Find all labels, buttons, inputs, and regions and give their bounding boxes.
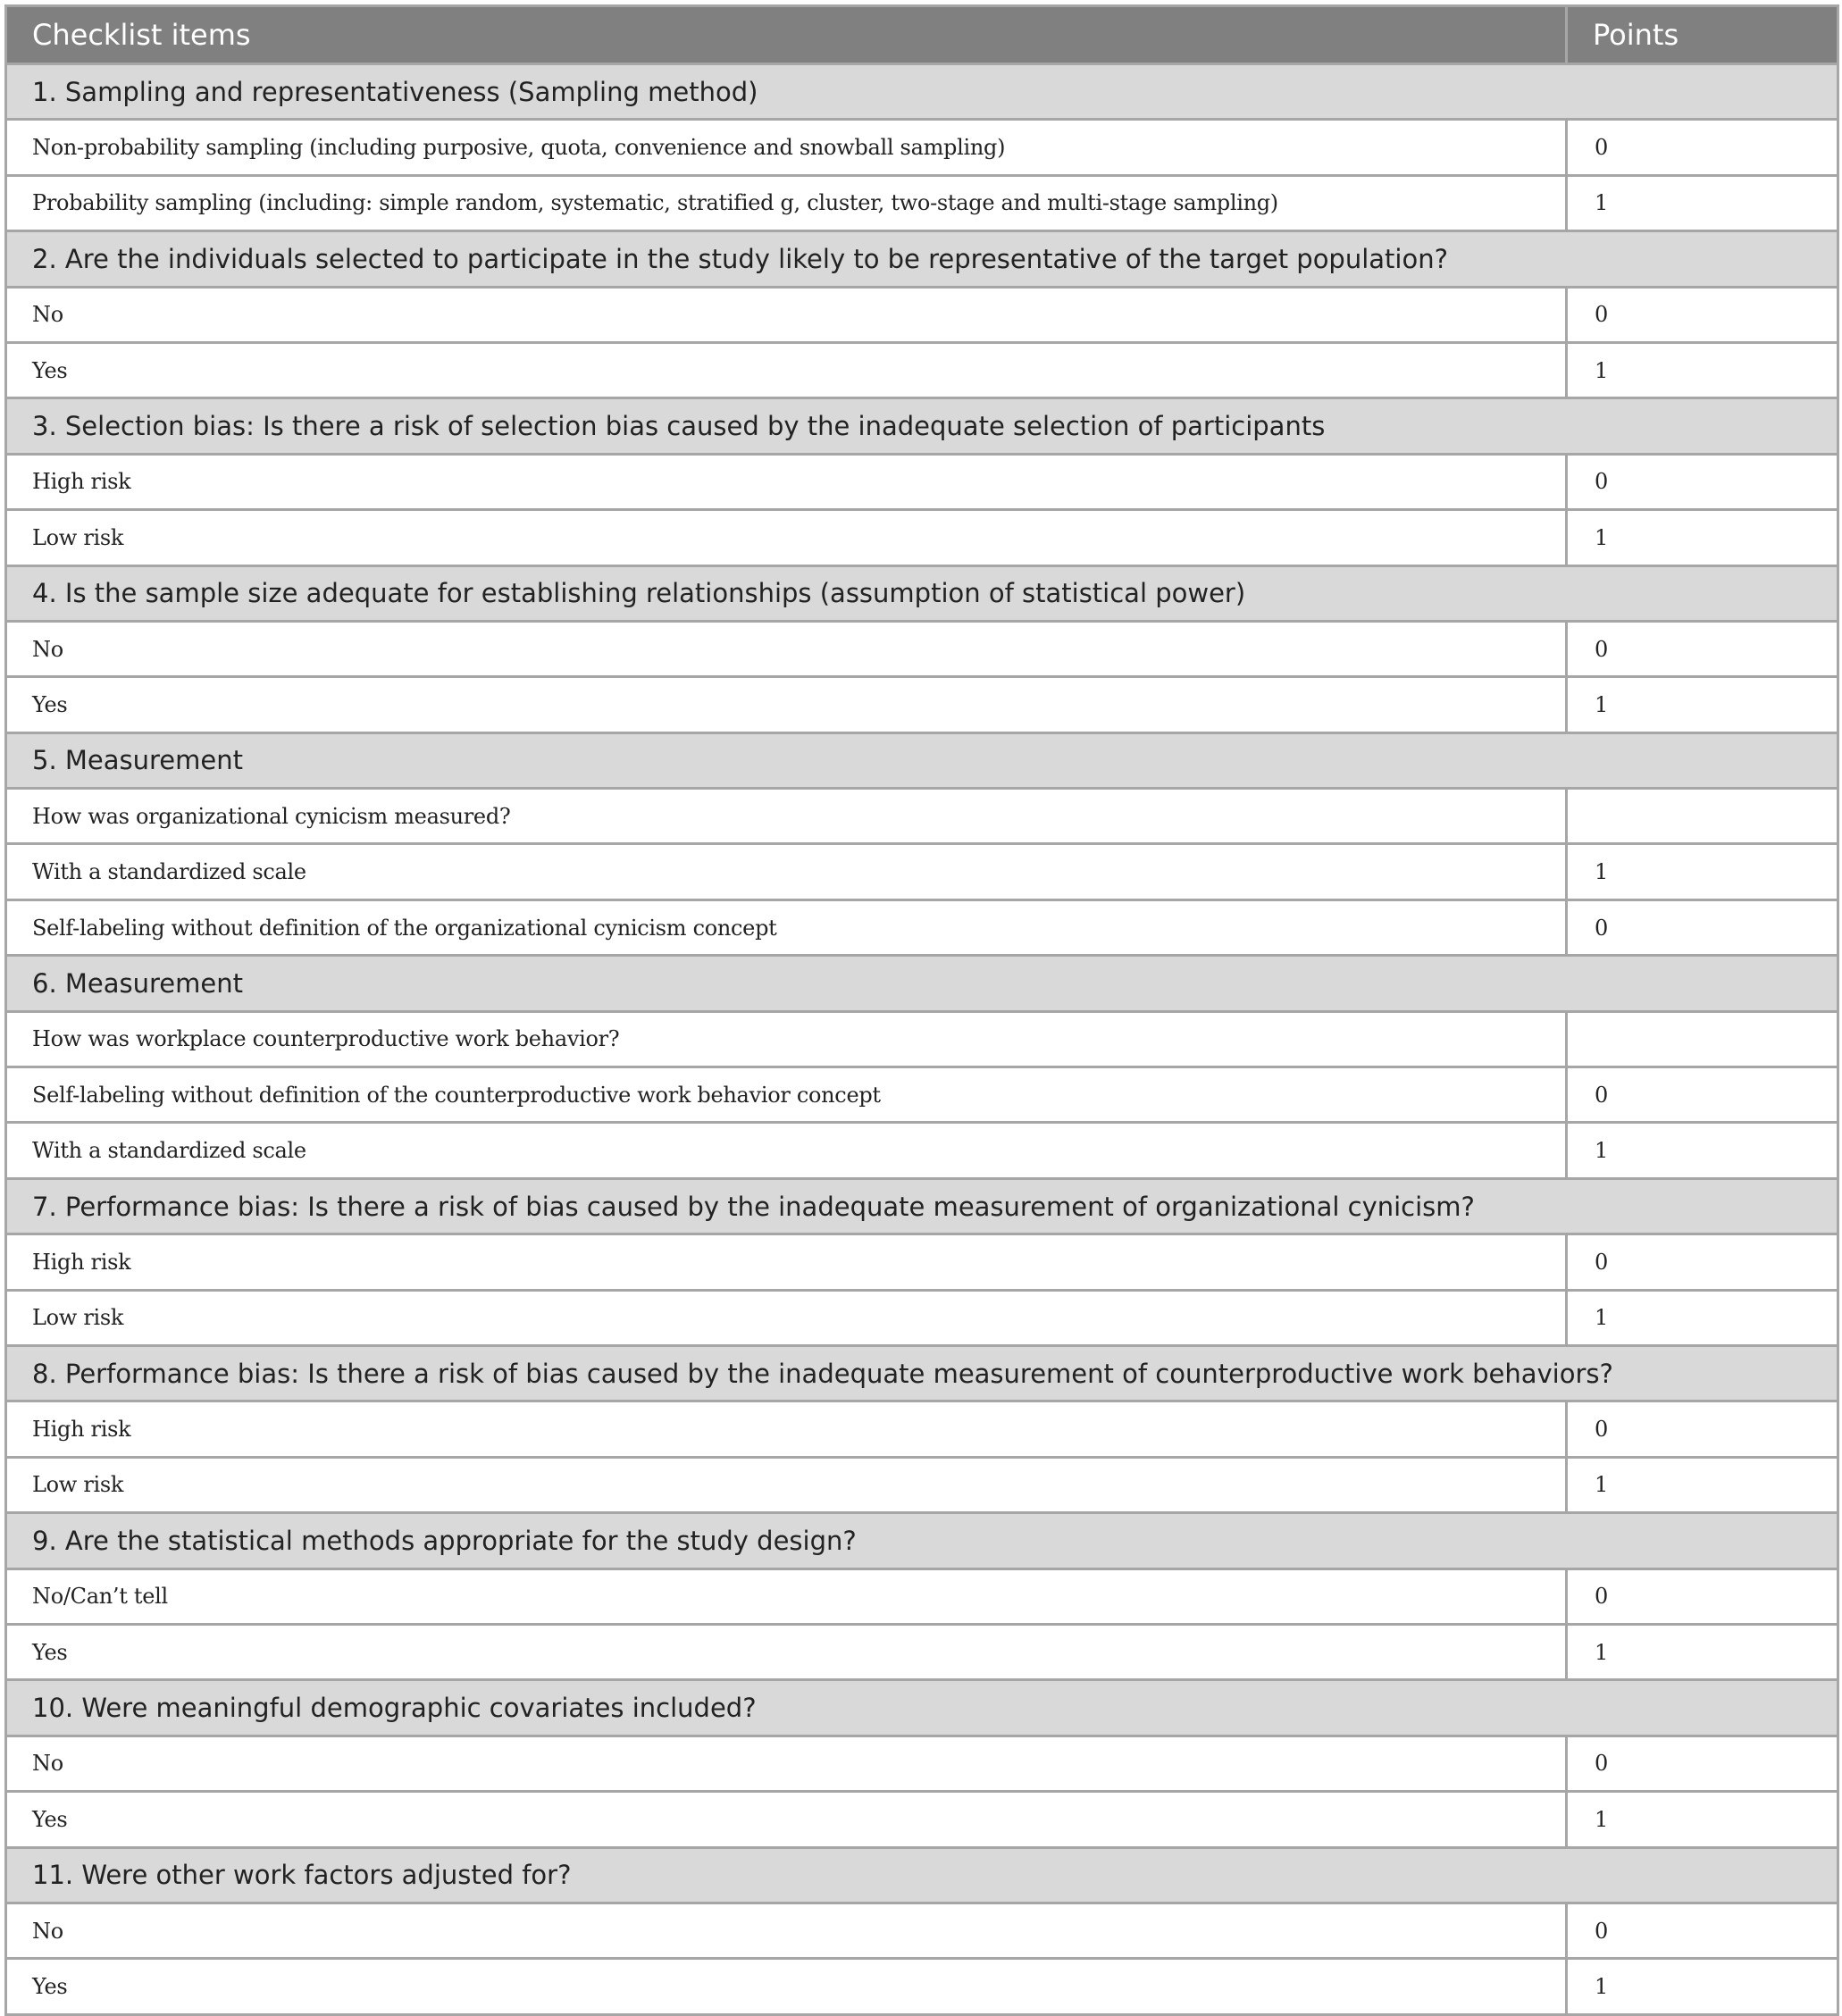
option-points: 1 — [1567, 1959, 1838, 2014]
section-title: 9. Are the statistical methods appropriate for the study design? — [6, 1513, 1838, 1568]
section-row — [6, 1847, 1838, 1903]
option-label: No — [6, 1736, 1567, 1791]
option-points — [1567, 1011, 1838, 1067]
option-row — [6, 342, 1838, 397]
option-points: 0 — [1567, 899, 1838, 955]
section-row — [6, 1178, 1838, 1234]
option-label: How was workplace counterproductive work behavior? — [6, 1011, 1567, 1067]
section-row — [6, 1513, 1838, 1568]
option-points: 0 — [1567, 454, 1838, 509]
section-row — [6, 565, 1838, 621]
option-points: 1 — [1567, 1624, 1838, 1679]
option-label: No — [6, 1903, 1567, 1958]
header-points: Points — [1567, 6, 1838, 64]
option-label: No/Can’t tell — [6, 1568, 1567, 1624]
option-row — [6, 287, 1838, 342]
option-row — [6, 1457, 1838, 1512]
option-label: High risk — [6, 1234, 1567, 1290]
option-label: Self-labeling without definition of the organizational cynicism concept — [6, 899, 1567, 955]
option-points: 1 — [1567, 1792, 1838, 1847]
section-row — [6, 1345, 1838, 1401]
option-row — [6, 789, 1838, 844]
section-row — [6, 231, 1838, 287]
option-points: 1 — [1567, 1457, 1838, 1512]
section-title: 1. Sampling and representativeness (Sampling method) — [6, 64, 1838, 120]
option-label: Self-labeling without definition of the counterproductive work behavior concept — [6, 1067, 1567, 1123]
option-row — [6, 1234, 1838, 1290]
option-row — [6, 510, 1838, 565]
option-label: No — [6, 621, 1567, 676]
option-points: 1 — [1567, 175, 1838, 230]
option-row — [6, 1401, 1838, 1457]
option-label: Low risk — [6, 1290, 1567, 1345]
option-label: How was organizational cynicism measured? — [6, 789, 1567, 844]
option-points: 0 — [1567, 287, 1838, 342]
option-points: 0 — [1567, 1736, 1838, 1791]
option-points: 0 — [1567, 120, 1838, 175]
option-label: High risk — [6, 1401, 1567, 1457]
option-label: Yes — [6, 677, 1567, 732]
option-label: Yes — [6, 1624, 1567, 1679]
section-title: 5. Measurement — [6, 732, 1838, 788]
option-label: Non-probability sampling (including purposive, quota, convenience and snowball sampling) — [6, 120, 1567, 175]
option-row — [6, 1067, 1838, 1123]
option-row — [6, 1903, 1838, 1958]
section-title: 10. Were meaningful demographic covariates included? — [6, 1680, 1838, 1736]
section-title: 3. Selection bias: Is there a risk of selection bias caused by the inadequate selection of participants — [6, 398, 1838, 454]
option-row — [6, 677, 1838, 732]
table-header-row — [6, 6, 1838, 64]
option-label: With a standardized scale — [6, 1123, 1567, 1178]
section-row — [6, 1680, 1838, 1736]
option-points: 0 — [1567, 1903, 1838, 1958]
section-title: 2. Are the individuals selected to participate in the study likely to be representative of the target population? — [6, 231, 1838, 287]
option-row — [6, 899, 1838, 955]
option-points: 1 — [1567, 342, 1838, 397]
option-label: Yes — [6, 1792, 1567, 1847]
option-row — [6, 844, 1838, 899]
section-row — [6, 956, 1838, 1011]
option-label: No — [6, 287, 1567, 342]
option-points: 1 — [1567, 1123, 1838, 1178]
option-row — [6, 1624, 1838, 1679]
checklist-table — [4, 4, 1839, 2016]
option-row — [6, 1959, 1838, 2014]
section-title: 4. Is the sample size adequate for establishing relationships (assumption of statistical power) — [6, 565, 1838, 621]
option-row — [6, 1568, 1838, 1624]
option-points: 1 — [1567, 1290, 1838, 1345]
option-row — [6, 1011, 1838, 1067]
option-label: With a standardized scale — [6, 844, 1567, 899]
section-row — [6, 398, 1838, 454]
option-row — [6, 1792, 1838, 1847]
option-row — [6, 120, 1838, 175]
option-points: 1 — [1567, 844, 1838, 899]
section-title: 7. Performance bias: Is there a risk of bias caused by the inadequate measurement of organizational cynicism? — [6, 1178, 1838, 1234]
option-points: 0 — [1567, 1568, 1838, 1624]
section-row — [6, 64, 1838, 120]
option-row — [6, 1736, 1838, 1791]
table-body — [6, 64, 1838, 2015]
option-row — [6, 1123, 1838, 1178]
option-label: High risk — [6, 454, 1567, 509]
option-points: 1 — [1567, 677, 1838, 732]
option-label: Yes — [6, 342, 1567, 397]
option-points — [1567, 789, 1838, 844]
option-points: 0 — [1567, 1401, 1838, 1457]
option-row — [6, 454, 1838, 509]
option-points: 1 — [1567, 510, 1838, 565]
option-points: 0 — [1567, 1234, 1838, 1290]
section-row — [6, 732, 1838, 788]
option-row — [6, 1290, 1838, 1345]
option-row — [6, 175, 1838, 230]
option-label: Probability sampling (including: simple random, systematic, stratified g, cluster, two-stage and multi-stage sampling) — [6, 175, 1567, 230]
option-label: Yes — [6, 1959, 1567, 2014]
option-points: 0 — [1567, 1067, 1838, 1123]
header-checklist-items: Checklist items — [6, 6, 1567, 64]
section-title: 6. Measurement — [6, 956, 1838, 1011]
section-title: 11. Were other work factors adjusted for? — [6, 1847, 1838, 1903]
section-title: 8. Performance bias: Is there a risk of bias caused by the inadequate measurement of counterproductive work behaviors? — [6, 1345, 1838, 1401]
option-points: 0 — [1567, 621, 1838, 676]
option-label: Low risk — [6, 1457, 1567, 1512]
option-row — [6, 621, 1838, 676]
option-label: Low risk — [6, 510, 1567, 565]
